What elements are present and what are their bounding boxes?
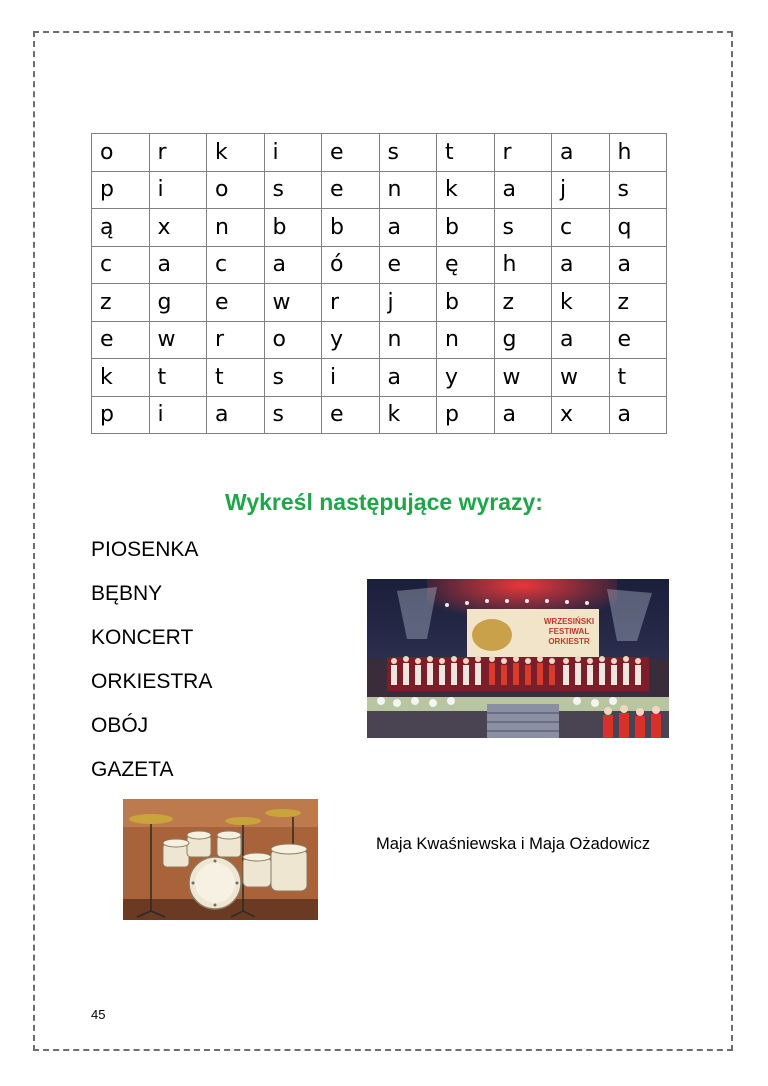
grid-cell: a bbox=[494, 396, 552, 434]
grid-cell: t bbox=[609, 359, 667, 397]
grid-cell: e bbox=[379, 246, 437, 284]
grid-cell: b bbox=[437, 284, 495, 322]
grid-cell: p bbox=[437, 396, 495, 434]
word-item: KONCERT bbox=[91, 626, 194, 649]
grid-row bbox=[92, 171, 667, 209]
grid-cell: i bbox=[264, 134, 322, 172]
grid-cell: r bbox=[322, 284, 380, 322]
word-item: ORKIESTRA bbox=[91, 670, 213, 693]
word-item: GAZETA bbox=[91, 758, 174, 781]
grid-cell: t bbox=[437, 134, 495, 172]
grid-cell: r bbox=[207, 321, 265, 359]
grid-cell: ę bbox=[437, 246, 495, 284]
grid-row bbox=[92, 359, 667, 397]
grid-cell: o bbox=[207, 171, 265, 209]
grid-cell: y bbox=[437, 359, 495, 397]
grid-cell: a bbox=[379, 359, 437, 397]
grid-cell: h bbox=[494, 246, 552, 284]
grid-cell: z bbox=[609, 284, 667, 322]
grid-cell: a bbox=[264, 246, 322, 284]
grid-cell: i bbox=[149, 171, 207, 209]
grid-cell: n bbox=[437, 321, 495, 359]
grid-cell: e bbox=[322, 396, 380, 434]
grid-cell: s bbox=[379, 134, 437, 172]
grid-cell: n bbox=[379, 321, 437, 359]
word-search-grid bbox=[91, 133, 667, 434]
grid-cell: e bbox=[207, 284, 265, 322]
grid-cell: t bbox=[207, 359, 265, 397]
grid-cell: k bbox=[552, 284, 610, 322]
grid-cell: c bbox=[552, 209, 610, 247]
grid-cell: r bbox=[149, 134, 207, 172]
grid-cell: r bbox=[494, 134, 552, 172]
word-list bbox=[91, 533, 212, 797]
grid-cell: z bbox=[494, 284, 552, 322]
grid-row bbox=[92, 396, 667, 434]
grid-cell: a bbox=[552, 134, 610, 172]
grid-cell: s bbox=[494, 209, 552, 247]
grid-cell: o bbox=[264, 321, 322, 359]
banner-line-1: WRZESIŃSKI bbox=[543, 617, 595, 626]
grid-cell: p bbox=[92, 171, 150, 209]
banner-line-3: ORKIESTR bbox=[548, 637, 590, 646]
grid-cell: e bbox=[92, 321, 150, 359]
grid-cell: a bbox=[552, 246, 610, 284]
grid-cell: j bbox=[552, 171, 610, 209]
grid-cell: p bbox=[92, 396, 150, 434]
grid-cell: g bbox=[494, 321, 552, 359]
grid-cell: s bbox=[264, 359, 322, 397]
grid-cell: g bbox=[149, 284, 207, 322]
grid-cell: x bbox=[552, 396, 610, 434]
grid-cell: k bbox=[437, 171, 495, 209]
grid-cell: a bbox=[609, 246, 667, 284]
grid-cell: a bbox=[609, 396, 667, 434]
grid-row bbox=[92, 284, 667, 322]
grid-cell: a bbox=[379, 209, 437, 247]
grid-cell: s bbox=[264, 171, 322, 209]
grid-cell: y bbox=[322, 321, 380, 359]
orchestra-festival-photo bbox=[367, 579, 669, 738]
word-item: PIOSENKA bbox=[91, 538, 199, 561]
grid-cell: ó bbox=[322, 246, 380, 284]
grid-row bbox=[92, 209, 667, 247]
grid-cell: o bbox=[92, 134, 150, 172]
grid-cell: t bbox=[149, 359, 207, 397]
grid-cell: i bbox=[149, 396, 207, 434]
grid-cell: k bbox=[92, 359, 150, 397]
grid-row bbox=[92, 134, 667, 172]
authors-credit: Maja Kwaśniewska i Maja Ożadowicz bbox=[376, 835, 651, 853]
grid-cell: ą bbox=[92, 209, 150, 247]
grid-cell: a bbox=[494, 171, 552, 209]
grid-cell: a bbox=[207, 396, 265, 434]
grid-cell: w bbox=[149, 321, 207, 359]
word-item: OBÓJ bbox=[91, 714, 149, 737]
grid-cell: b bbox=[322, 209, 380, 247]
grid-cell: n bbox=[379, 171, 437, 209]
grid-cell: k bbox=[379, 396, 437, 434]
grid-row bbox=[92, 321, 667, 359]
grid-cell: e bbox=[609, 321, 667, 359]
grid-cell: c bbox=[92, 246, 150, 284]
grid-cell: a bbox=[149, 246, 207, 284]
drum-kit-photo bbox=[123, 799, 318, 920]
grid-cell: k bbox=[207, 134, 265, 172]
grid-cell: e bbox=[322, 171, 380, 209]
grid-cell: w bbox=[552, 359, 610, 397]
grid-cell: w bbox=[494, 359, 552, 397]
grid-cell: b bbox=[437, 209, 495, 247]
page-number: 45 bbox=[91, 1007, 106, 1022]
banner-line-2: FESTIWAL bbox=[548, 627, 590, 636]
grid-cell: z bbox=[92, 284, 150, 322]
grid-cell: x bbox=[149, 209, 207, 247]
instruction-heading: Wykreśl następujące wyrazy: bbox=[225, 489, 543, 515]
grid-cell: h bbox=[609, 134, 667, 172]
grid-cell: s bbox=[609, 171, 667, 209]
grid-cell: a bbox=[552, 321, 610, 359]
grid-cell: w bbox=[264, 284, 322, 322]
grid-cell: c bbox=[207, 246, 265, 284]
grid-row bbox=[92, 246, 667, 284]
grid-cell: s bbox=[264, 396, 322, 434]
grid-cell: n bbox=[207, 209, 265, 247]
grid-cell: i bbox=[322, 359, 380, 397]
word-item: BĘBNY bbox=[91, 582, 163, 605]
grid-cell: b bbox=[264, 209, 322, 247]
grid-cell: e bbox=[322, 134, 380, 172]
grid-cell: q bbox=[609, 209, 667, 247]
grid-cell: j bbox=[379, 284, 437, 322]
